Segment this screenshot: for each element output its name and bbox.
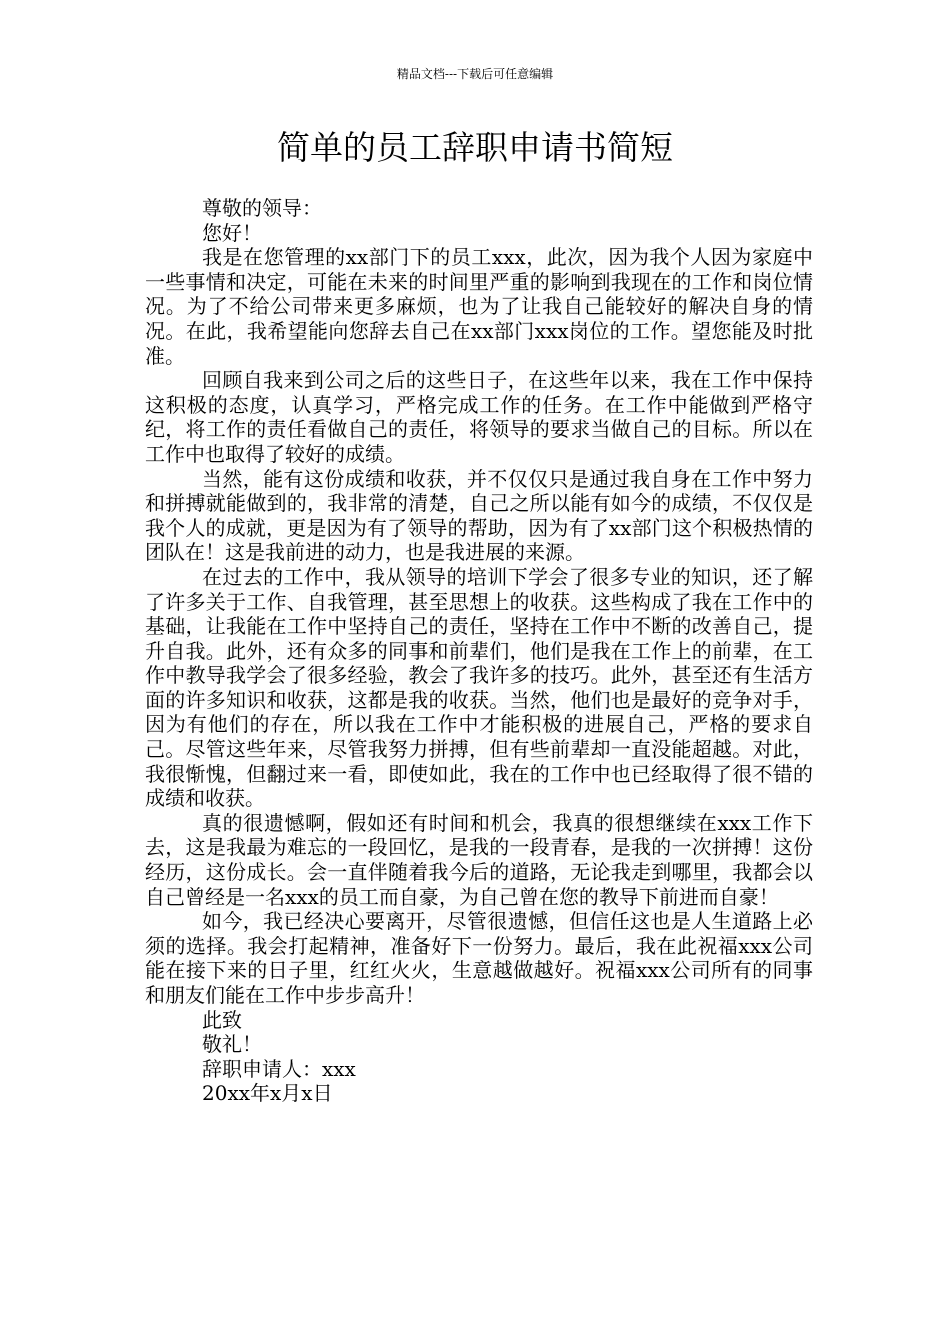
closing-line: 此致: [202, 1007, 242, 1032]
greeting: 您好！: [202, 220, 262, 245]
document-body: [145, 196, 813, 1106]
page-header-note: 精品文档---下载后可任意编辑: [396, 67, 554, 81]
body-paragraph: 在过去的工作中，我从领导的培训下学会了很多专业的知识，还了解了许多关于工作、自我管理，甚至思想上的收获。这些构成了我在工作中的基础，让我能在工作中坚持自己的责任，坚持在工作中不断的改善自己，提升自我。此外，还有众多的同事和前辈们，他们是我在工作上的前辈，在工作中教导我学会了很多经验，教会了我许多的技巧。此外，甚至还有生活方面的许多知识和收获，这都是我的收获。当然，他们也是最好的竞争对手，因为有他们的存在，所以我在工作中才能积极的进展自己，严格的要求自己。尽管这些年来，尽管我努力拼搏，但有些前辈却一直没能超越。对此，我很惭愧，但翻过来一看，即使如此，我在的工作中也已经取得了很不错的成绩和收获。: [145, 564, 813, 811]
date-line: 20xx年x月x日: [202, 1081, 333, 1106]
body-paragraph: 如今，我已经决心要离开，尽管很遗憾，但信任这也是人生道路上必须的选择。我会打起精神，准备好下一份努力。最后，我在此祝福xxx公司能在接下来的日子里，红红火火，生意越做越好。祝福xxx公司所有的同事和朋友们能在工作中步步高升！: [145, 909, 813, 1007]
body-paragraph: 我是在您管理的xx部门下的员工xxx，此次，因为我个人因为家庭中一些事情和决定，可能在未来的时间里严重的影响到我现在的工作和岗位情况。为了不给公司带来更多麻烦，也为了让我自己能较好的解决自身的情况。在此，我希望能向您辞去自己在xx部门xxx岗位的工作。望您能及时批准。: [145, 245, 813, 368]
signature-line: 辞职申请人：xxx: [202, 1056, 356, 1081]
document-title: 简单的员工辞职申请书简短: [277, 128, 673, 167]
body-paragraph: 回顾自我来到公司之后的这些日子，在这些年以来，我在工作中保持这积极的态度，认真学习，严格完成工作的任务。在工作中能做到严格守纪，将工作的责任看做自己的责任，将领导的要求当做自己的目标。所以在工作中也取得了较好的成绩。: [145, 368, 813, 466]
body-paragraph: 当然，能有这份成绩和收获，并不仅仅只是通过我自身在工作中努力和拼搏就能做到的，我非常的清楚，自己之所以能有如今的成绩，不仅仅是我个人的成就，更是因为有了领导的帮助，因为有了xx部门这个积极热情的团队在！这是我前进的动力，也是我进展的来源。: [145, 466, 813, 565]
closing-salute: 敬礼！: [202, 1032, 262, 1057]
salutation: 尊敬的领导：: [202, 196, 322, 220]
body-paragraph: 真的很遗憾啊，假如还有时间和机会，我真的很想继续在xxx工作下去，这是我最为难忘的一段回忆，是我的一段青春，是我的一次拼搏！这份经历，这份成长。会一直伴随着我今后的道路，无论我走到哪里，我都会以自己曾经是一名xxx的员工而自豪，为自己曾在您的教导下前进而自豪！: [145, 810, 813, 909]
